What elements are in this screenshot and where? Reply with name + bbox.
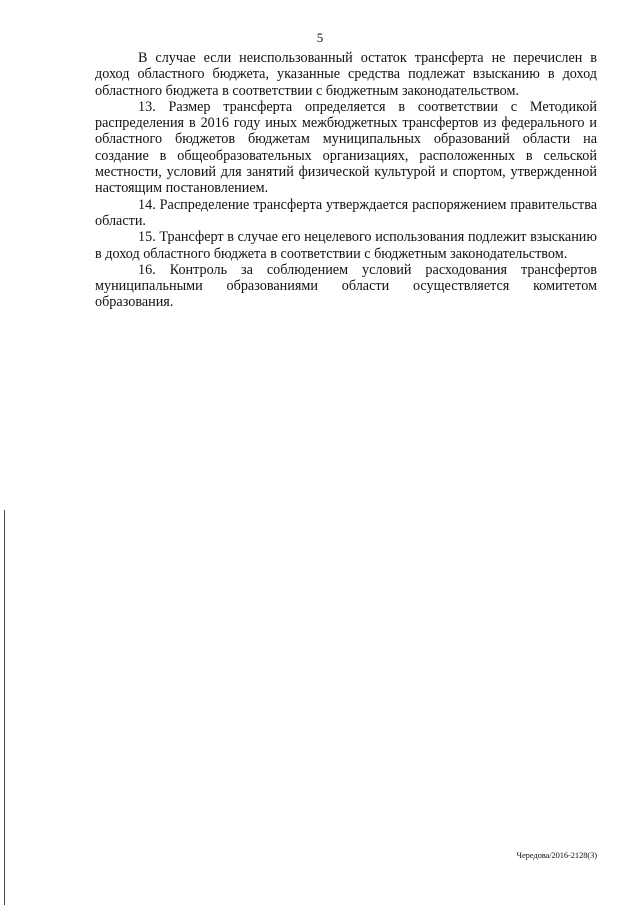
page-number: 5 [316, 30, 324, 45]
paragraph-13-transfer-amount: 13. Размер трансферта определяется в соответствии с Методикой распределения в 2016 году иных межбюджетных трансфертов из федерального и областного бюджетов бюджетам муниципальных образований области на создание в общеобразовательных организациях, расположенных в сельской местности, условий для занятий физической культурой и спортом, утвержденной настоящим постановлением. [95, 98, 597, 197]
document-body [95, 50, 597, 311]
paragraph-15-misuse: 15. Трансферт в случае его нецелевого использования подлежит взысканию в доход областного бюджета в соответствии с бюджетным законодательством. [95, 229, 597, 262]
footer-document-code: Чередова/2016-2128(3) [516, 850, 597, 860]
scan-margin-line [4, 510, 5, 905]
paragraph-16-control: 16. Контроль за соблюдением условий расходования трансфертов муниципальными образованиями области осуществляется комитетом образования. [95, 261, 597, 311]
paragraph-14-distribution: 14. Распределение трансферта утверждается распоряжением правительства области. [95, 196, 597, 229]
paragraph-unspent-balance: В случае если неиспользованный остаток трансферта не перечислен в доход областного бюджета, указанные средства подлежат взысканию в доход областного бюджета в соответствии с бюджетным законодательством. [95, 50, 597, 99]
